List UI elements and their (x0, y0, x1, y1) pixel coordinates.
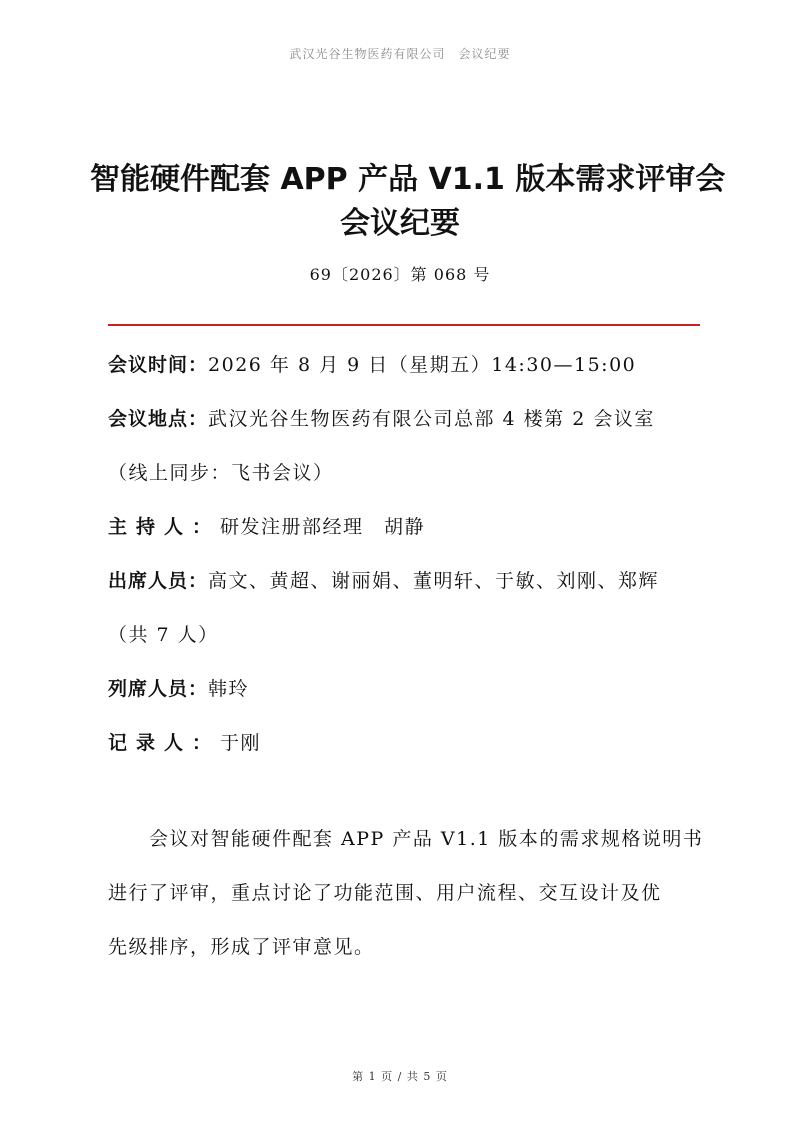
meeting-attendees-row (108, 554, 700, 608)
meeting-attendees-continued: （共 7 人） (108, 624, 219, 646)
meeting-recorder-value: 于刚 (220, 732, 262, 754)
meeting-time-label: 会议时间： (108, 354, 209, 376)
title-line-2: 会议纪要 (340, 206, 460, 241)
meeting-recorder-label: 记录人： (108, 732, 221, 754)
document-number: 69〔2026〕第 068 号 (309, 265, 491, 284)
meeting-location-continued: （线上同步：飞书会议） (108, 462, 334, 484)
meeting-host-value: 研发注册部经理 胡静 (220, 516, 426, 538)
meeting-attendees-value: 高文、黄超、谢丽娟、董明轩、于敏、刘刚、郑辉 (208, 570, 660, 592)
meeting-time-value: 2026 年 8 月 9 日（星期五）14:30—15:00 (208, 354, 637, 376)
body-line-2: 进行了评审，重点讨论了功能范围、用户流程、交互设计及优 (108, 882, 662, 904)
red-divider (108, 324, 700, 326)
body-paragraph (108, 812, 704, 974)
meeting-recorder-row (108, 716, 700, 770)
meeting-observers-label: 列席人员： (108, 678, 209, 700)
meeting-observers-row (108, 662, 700, 716)
page-footer: 第 1 页 / 共 5 页 (352, 1070, 448, 1083)
meeting-observers-value: 韩玲 (208, 678, 250, 700)
meeting-location-value: 武汉光谷生物医药有限公司总部 4 楼第 2 会议室 (208, 408, 655, 430)
document-title (90, 158, 726, 246)
meeting-time-row (108, 338, 700, 392)
meeting-host-label: 主持人： (108, 516, 221, 538)
meeting-location-row (108, 392, 700, 446)
meeting-info (108, 338, 700, 770)
meeting-attendees-label: 出席人员： (108, 570, 209, 592)
page-header: 武汉光谷生物医药有限公司 会议纪要 (289, 47, 511, 61)
body-line-1: 会议对智能硬件配套 APP 产品 V1.1 版本的需求规格说明书 (108, 828, 704, 850)
meeting-location-label: 会议地点： (108, 408, 209, 430)
title-line-1: 智能硬件配套 APP 产品 V1.1 版本需求评审会 (90, 162, 726, 197)
body-line-3: 先级排序，形成了评审意见。 (108, 936, 375, 958)
meeting-host-row (108, 500, 700, 554)
